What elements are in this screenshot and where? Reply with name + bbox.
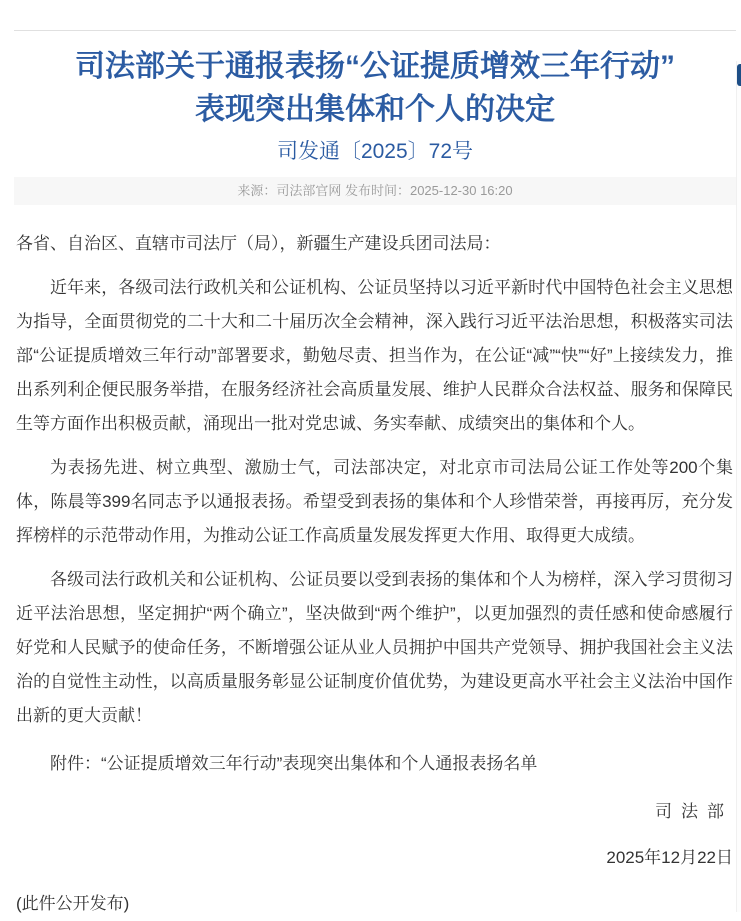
page	[0, 30, 741, 912]
document-body	[14, 227, 736, 921]
scrollbar-thumb[interactable]	[737, 64, 741, 86]
source-meta-bar	[14, 177, 736, 205]
document-title-line2: 表现突出集体和个人的决定	[195, 93, 555, 126]
signature-date: 2025年12月22日	[606, 848, 733, 867]
scrollbar-track[interactable]	[736, 61, 741, 912]
document-number: 司发通〔2025〕72号	[276, 140, 474, 163]
document-container	[14, 30, 736, 921]
salutation-line: 各省、自治区、直辖市司法厅（局），新疆生产建设兵团司法局：	[16, 234, 501, 253]
source-and-publish-time: 来源：司法部官网 发布时间：2025-12-30 16:20	[237, 183, 513, 198]
body-paragraph: 近年来，各级司法行政机关和公证机构、公证员坚持以习近平新时代中国特色社会主义思想为指导，全面贯彻党的二十大和二十届历次全会精神，深入践行习近平法治思想，积极落实司法部“公证提质增效三年行动”部署要求，勤勉尽责、担当作为，在公证“减”“快”“好”上接续发力，推出系列利企便民服务举措，在服务经济社会高质量发展、维护人民群众合法权益、服务和保障民生等方面作出积极贡献，涌现出一批对党忠诚、务实奉献、成绩突出的集体和个人。	[16, 278, 733, 433]
attachment-line: 附件：“公证提质增效三年行动”表现突出集体和个人通报表扬名单	[50, 754, 538, 773]
body-paragraph: 为表扬先进、树立典型、激励士气，司法部决定，对北京市司法局公证工作处等200个集体，陈晨等399名同志予以通报表扬。希望受到表扬的集体和个人珍惜荣誉，再接再厉，充分发挥榜样的示范带动作用，为推动公证工作高质量发展发挥更大作用、取得更大成绩。	[16, 458, 733, 545]
document-title-line1: 司法部关于通报表扬“公证提质增效三年行动”	[75, 50, 675, 83]
document-title	[26, 45, 724, 131]
signature-organization: 司法部	[655, 802, 733, 821]
body-paragraph: 各级司法行政机关和公证机构、公证员要以受到表扬的集体和个人为榜样，深入学习贯彻习近平法治思想，坚定拥护“两个确立”，坚决做到“两个维护”，以更加强烈的责任感和使命感履行好党和人民赋予的使命任务，不断增强公证从业人员拥护中国共产党领导、拥护我国社会主义法治的自觉性主动性，以高质量服务彰显公证制度价值优势，为建设更高水平社会主义法治中国作出新的更大贡献！	[16, 570, 733, 725]
public-release-note: (此件公开发布)	[16, 894, 130, 913]
